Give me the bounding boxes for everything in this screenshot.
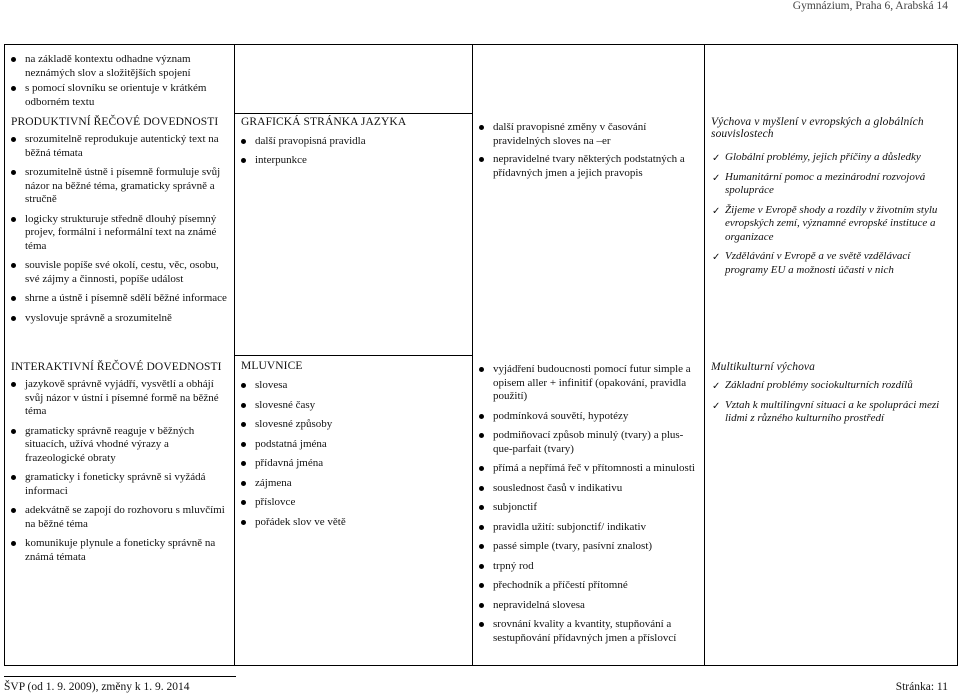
list-item: trpný rod — [473, 560, 700, 574]
checkmark-icon: ✓ — [712, 400, 721, 412]
section-title-global: Výchova v myšlení v evropských a globálních souvislostech — [711, 116, 924, 140]
list-item: gramaticky i foneticky správně si vyžádá informaci — [5, 471, 230, 498]
list-item: zájmena — [235, 477, 468, 491]
list-item: vyjádření budoucnosti pomocí futur simple a opisem aller + infinitif (opakování, pravidla použití) — [473, 363, 700, 404]
bullet-icon — [241, 461, 246, 466]
list-item: přímá a nepřímá řeč v přítomnosti a minulosti — [473, 462, 700, 476]
list-item: slovesné časy — [235, 399, 468, 413]
bullet-icon — [479, 583, 484, 588]
list-item: srozumitelně reprodukuje autentický text na běžná témata — [5, 133, 230, 160]
bullet-icon — [479, 564, 484, 569]
list-item: ✓ Základní problémy sociokulturních rozdílů — [712, 379, 913, 392]
list-item: příslovce — [235, 496, 468, 510]
bullet-icon — [11, 475, 16, 480]
list-item: souvisle popíše své okolí, cestu, věc, osobu, své zájmy a činnosti, popíše událost — [5, 259, 230, 286]
bullet-icon — [241, 139, 246, 144]
footer-divider — [4, 676, 236, 677]
bullet-icon — [479, 157, 484, 162]
bullet-icon — [479, 433, 484, 438]
list-item: komunikuje plynule a foneticky správně na známá témata — [5, 537, 230, 564]
bullet-icon — [479, 125, 484, 130]
bullet-icon — [241, 422, 246, 427]
bullet-icon — [11, 263, 16, 268]
top-outcomes-list — [5, 53, 230, 115]
bullet-icon — [241, 520, 246, 525]
row-divider — [235, 355, 472, 356]
section-title-productive: PRODUKTIVNÍ ŘEČOVÉ DOVEDNOSTI — [11, 116, 219, 128]
list-item: přídavná jména — [235, 457, 468, 471]
bullet-icon — [241, 500, 246, 505]
list-item: pravidla užití: subjonctif/ indikativ — [473, 521, 700, 535]
list-item: gramaticky správně reaguje v běžných situacích, užívá vhodné výrazy a frazeologické obraty — [5, 425, 230, 466]
grammar-details-list — [473, 363, 700, 651]
list-item: ✓ Vzdělávání v Evropě a ve světě vzdělávací programy EU a možnosti účasti v nich — [712, 250, 911, 276]
list-item: passé simple (tvary, pasívní znalost) — [473, 540, 700, 554]
list-item: na základě kontextu odhadne význam neznámých slov a složitějších spojení — [5, 53, 230, 80]
list-item: adekvátně se zapojí do rozhovoru s mluvčími na běžné téma — [5, 504, 230, 531]
bullet-icon — [479, 367, 484, 372]
section-title-interactive: INTERAKTIVNÍ ŘEČOVÉ DOVEDNOSTI — [11, 361, 222, 373]
curriculum-table — [4, 44, 958, 666]
school-header: Gymnázium, Praha 6, Arabská 14 — [792, 0, 948, 12]
bullet-icon — [241, 383, 246, 388]
list-item: podstatná jména — [235, 438, 468, 452]
spelling-list — [473, 121, 700, 186]
list-item: srovnání kvality a kvantity, stupňování a sestupňování přídavných jmen a příslovcí — [473, 618, 700, 645]
column-cross-topics — [705, 45, 959, 665]
list-item: ✓ Globální problémy, jejich příčiny a důsledky — [712, 151, 921, 164]
list-item: podmínková souvětí, hypotézy — [473, 410, 700, 424]
list-item: srozumitelně ústně i písemně formuluje svůj názor na běžné téma, gramaticky správně a stručně — [5, 166, 230, 207]
list-item: pořádek slov ve větě — [235, 516, 468, 530]
list-item: s pomocí slovníku se orientuje v krátkém odborném textu — [5, 82, 230, 109]
list-item: nepravidelné tvary některých podstatných a přídavných jmen a jejich pravopis — [473, 153, 700, 180]
checkmark-icon: ✓ — [712, 205, 721, 217]
column-grammar-details — [473, 45, 705, 665]
list-item: podmiňovací způsob minulý (tvary) a plus-que-parfait (tvary) — [473, 429, 700, 456]
list-item: další pravopisná pravidla — [235, 135, 468, 149]
interactive-skills-list — [5, 378, 230, 570]
bullet-icon — [241, 442, 246, 447]
list-item: logicky strukturuje středně dlouhý písemný projev, formální i neformální text na známé téma — [5, 213, 230, 254]
bullet-icon — [479, 622, 484, 627]
list-item: přechodník a příčestí přítomné — [473, 579, 700, 593]
list-item: ✓ Vztah k multilingvní situaci a ke spolupráci mezi lidmi z různého kulturního prostředí — [712, 398, 940, 424]
bullet-icon — [241, 158, 246, 163]
list-item: vyslovuje správně a srozumitelně — [5, 312, 230, 326]
graphic-list — [235, 135, 468, 173]
list-item: nepravidelná slovesa — [473, 599, 700, 613]
bullet-icon — [479, 603, 484, 608]
checkmark-icon: ✓ — [712, 153, 721, 164]
bullet-icon — [11, 541, 16, 546]
bullet-icon — [479, 466, 484, 471]
list-item: souslednost časů v indikativu — [473, 482, 700, 496]
productive-skills-list — [5, 133, 230, 331]
bullet-icon — [11, 296, 16, 301]
list-item: shrne a ústně i písemně sdělí běžné informace — [5, 292, 230, 306]
checkmark-icon: ✓ — [712, 172, 721, 184]
bullet-icon — [11, 170, 16, 175]
row-divider — [235, 113, 472, 114]
bullet-icon — [241, 403, 246, 408]
bullet-icon — [241, 481, 246, 486]
bullet-icon — [11, 57, 16, 62]
bullet-icon — [479, 544, 484, 549]
bullet-icon — [11, 382, 16, 387]
list-item: další pravopisné změny v časování pravidelných sloves na –er — [473, 121, 700, 148]
bullet-icon — [11, 316, 16, 321]
column-outcomes — [5, 45, 235, 665]
bullet-icon — [479, 525, 484, 530]
bullet-icon — [479, 414, 484, 419]
bullet-icon — [11, 217, 16, 222]
bullet-icon — [11, 429, 16, 434]
bullet-icon — [11, 137, 16, 142]
bullet-icon — [479, 505, 484, 510]
list-item: interpunkce — [235, 154, 468, 168]
multicultural-topics-list — [705, 379, 955, 432]
list-item: ✓ Žijeme v Evropě shody a rozdíly v životním stylu evropských zemí, významné evropské instituce a organizace — [712, 203, 938, 243]
list-item: subjonctif — [473, 501, 700, 515]
list-item: slovesné způsoby — [235, 418, 468, 432]
list-item: ✓ Humanitární pomoc a mezinárodní rozvojová spolupráce — [712, 170, 926, 196]
column-content — [235, 45, 473, 665]
bullet-icon — [11, 508, 16, 513]
list-item: slovesa — [235, 379, 468, 393]
page-number: Stránka: 11 — [895, 681, 948, 693]
section-title-grammar: MLUVNICE — [241, 360, 303, 372]
checkmark-icon: ✓ — [712, 381, 721, 392]
section-title-multicultural: Multikulturní výchova — [711, 361, 815, 373]
grammar-list — [235, 379, 468, 535]
bullet-icon — [479, 486, 484, 491]
footer-version: ŠVP (od 1. 9. 2009), změny k 1. 9. 2014 — [4, 681, 190, 693]
global-topics-list — [705, 151, 955, 283]
bullet-icon — [11, 86, 16, 91]
checkmark-icon: ✓ — [712, 252, 721, 263]
section-title-graphic: GRAFICKÁ STRÁNKA JAZYKA — [241, 116, 407, 128]
list-item: jazykově správně vyjádří, vysvětlí a obhájí svůj názor v ústní i písemné formě na běžné téma — [5, 378, 230, 419]
